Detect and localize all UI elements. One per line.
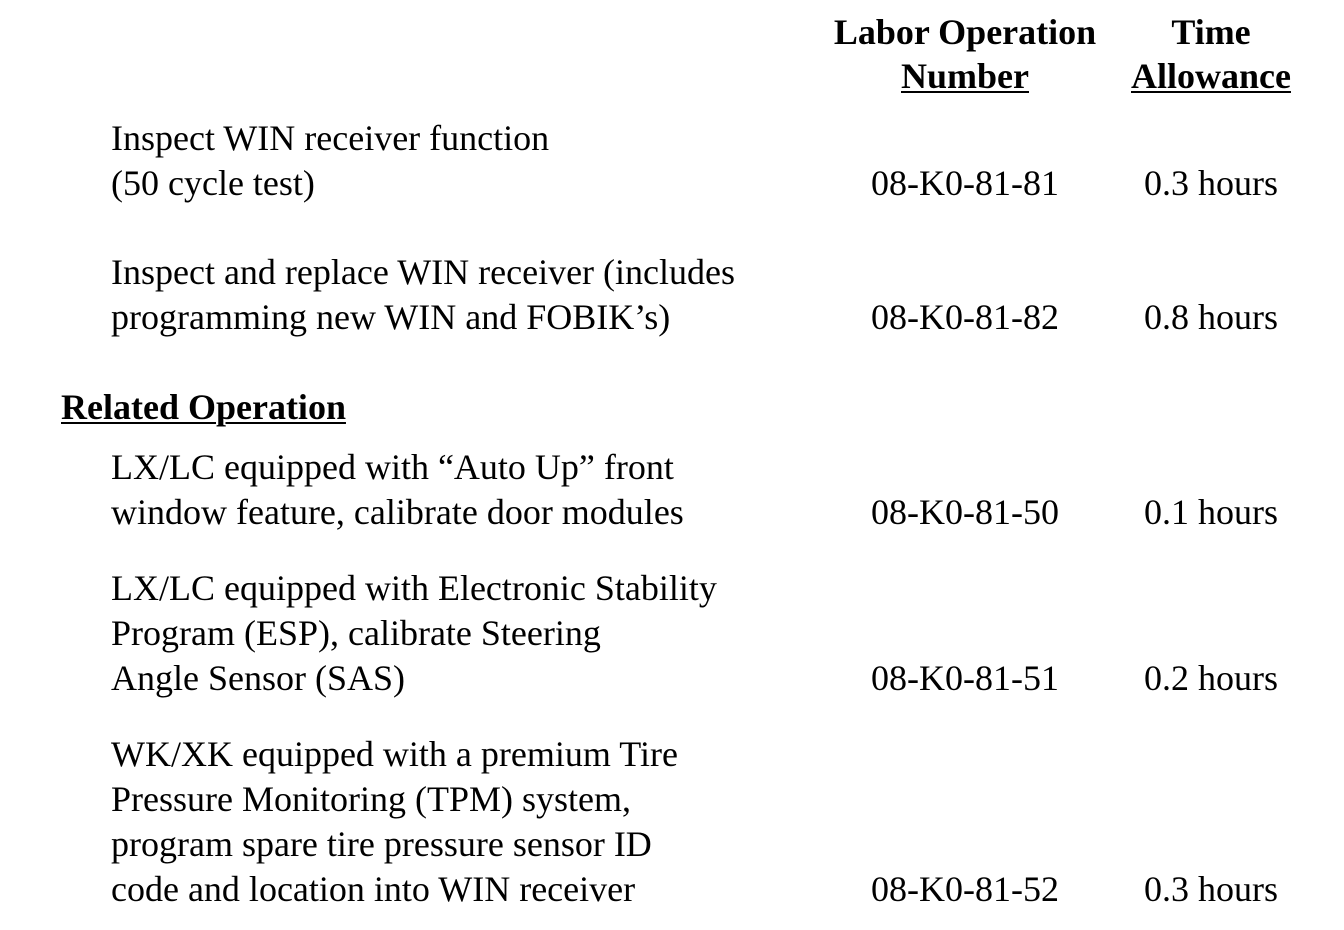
time-header-line2: Allowance	[1131, 56, 1291, 96]
time-allowance: 0.2 hours	[1144, 658, 1278, 698]
operation-code: 08-K0-81-82	[871, 297, 1059, 337]
labor-header-line2: Number	[901, 56, 1029, 96]
time-allowance: 0.3 hours	[1144, 163, 1278, 203]
operation-description	[111, 566, 717, 701]
time-allowance: 0.3 hours	[1144, 869, 1278, 909]
operation-description	[111, 250, 735, 340]
operation-code: 08-K0-81-52	[871, 869, 1059, 909]
description-line: Inspect WIN receiver function	[111, 118, 550, 158]
operation-description	[111, 732, 678, 912]
operation-description	[111, 116, 549, 206]
description-line: program spare tire pressure sensor ID	[111, 824, 652, 864]
description-line: programming new WIN and FOBIK’s)	[111, 297, 671, 337]
time-header-line1: Time	[1171, 12, 1251, 52]
time-allowance: 0.1 hours	[1144, 492, 1278, 532]
operation-code: 08-K0-81-81	[871, 163, 1059, 203]
related-operation-heading: Related Operation	[61, 387, 346, 427]
description-line: Angle Sensor (SAS)	[111, 658, 405, 698]
description-line: WK/XK equipped with a premium Tire	[111, 734, 678, 774]
description-line: code and location into WIN receiver	[111, 869, 636, 909]
description-line: Program (ESP), calibrate Steering	[111, 613, 601, 653]
operation-description	[111, 445, 684, 535]
description-line: Inspect and replace WIN receiver (includes	[111, 252, 736, 292]
description-line: LX/LC equipped with Electronic Stability	[111, 568, 717, 608]
description-line: window feature, calibrate door modules	[111, 492, 684, 532]
description-line: (50 cycle test)	[111, 163, 315, 203]
operation-code: 08-K0-81-51	[871, 658, 1059, 698]
description-line: Pressure Monitoring (TPM) system,	[111, 779, 631, 819]
labor-header-line1: Labor Operation	[833, 12, 1097, 52]
description-line: LX/LC equipped with “Auto Up” front	[111, 447, 674, 487]
operation-code: 08-K0-81-50	[871, 492, 1059, 532]
time-allowance-header	[1118, 10, 1304, 98]
time-allowance: 0.8 hours	[1144, 297, 1278, 337]
labor-operation-number-header	[820, 10, 1110, 98]
